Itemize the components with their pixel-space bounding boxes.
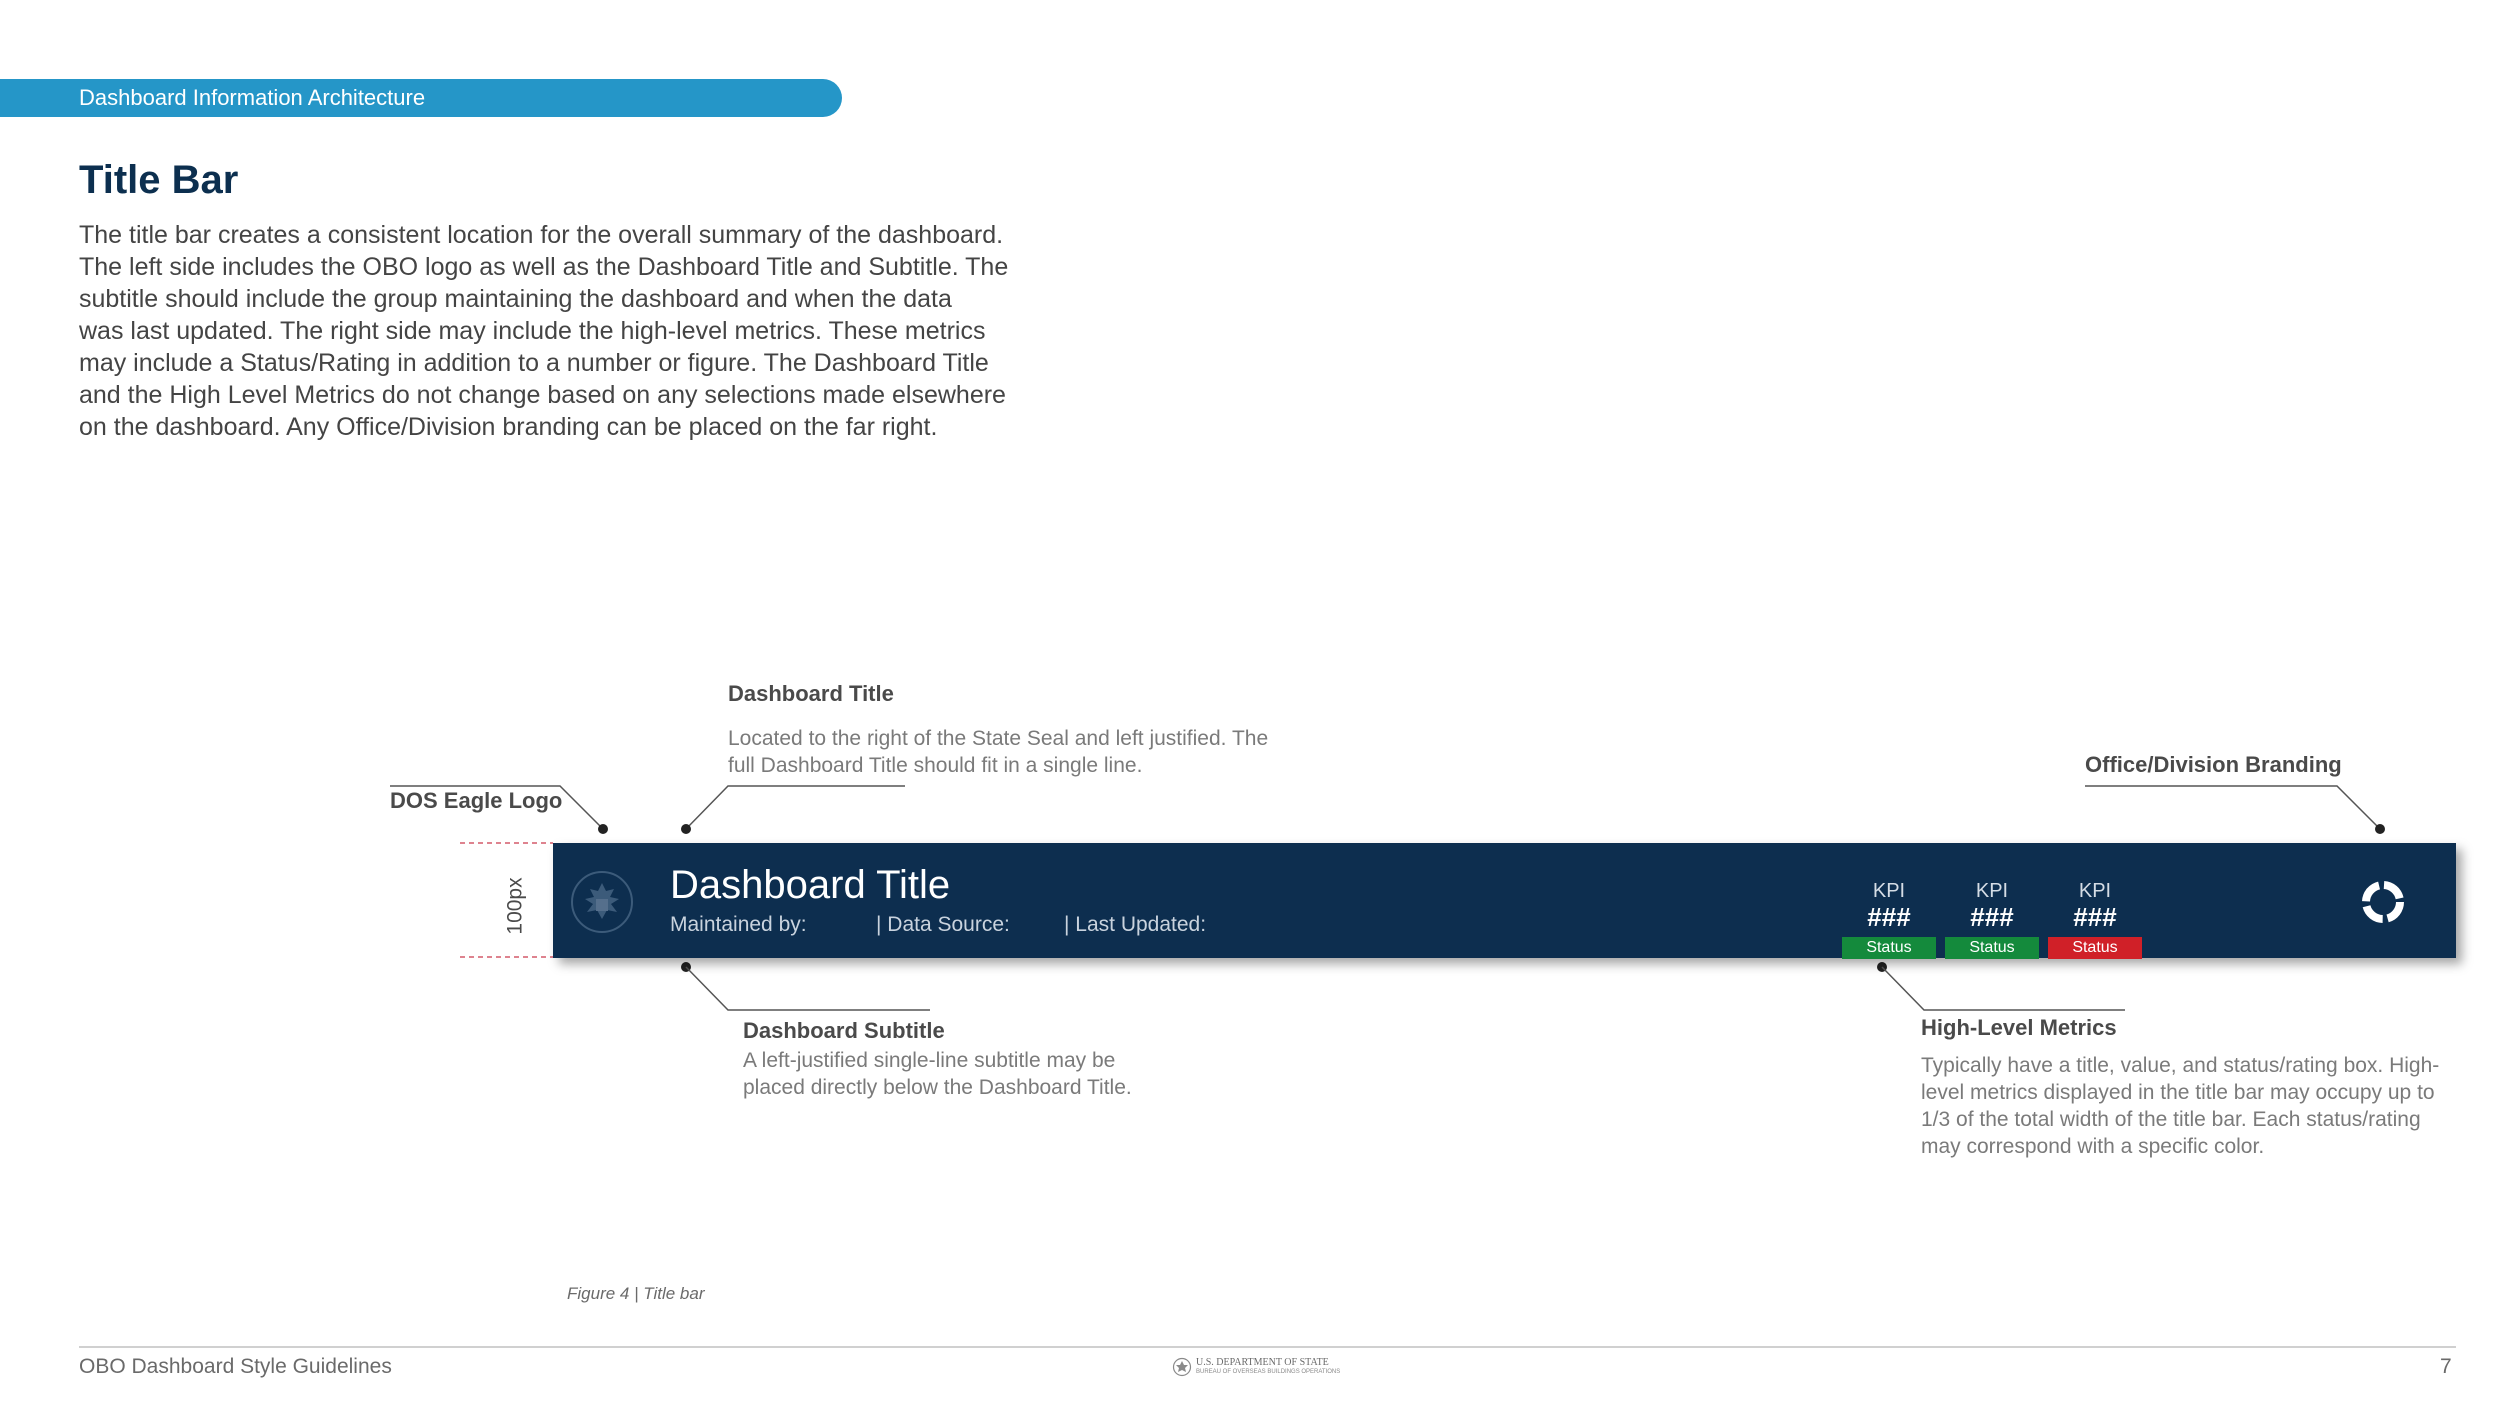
maintained-by-label: Maintained by: (670, 913, 807, 936)
title-callout-text (728, 725, 1388, 779)
metrics-callout-text (1921, 1052, 2461, 1160)
callout-line: 1/3 of the total width of the title bar. Each status/rating (1921, 1108, 2421, 1131)
department-name: U.S. DEPARTMENT OF STATE (1196, 1357, 1329, 1368)
title-bar-mockup (553, 843, 2456, 958)
title-callout-title: Dashboard Title (728, 681, 894, 706)
intro-line: on the dashboard. Any Office/Division branding can be placed on the far right. (79, 413, 938, 441)
data-source-label: | Data Source: (876, 913, 1010, 936)
footer-title: OBO Dashboard Style Guidelines (79, 1355, 392, 1378)
kpi-card (2048, 879, 2142, 959)
kpi-status-badge: Status (2048, 937, 2142, 959)
intro-line: subtitle should include the group maintaining the dashboard and when the data (79, 285, 952, 313)
kpi-label: KPI (2078, 880, 2112, 902)
kpi-card (1945, 879, 2039, 959)
page-title: Title Bar (79, 158, 239, 202)
intro-line: The title bar creates a consistent location for the overall summary of the dashboard. (79, 221, 1004, 249)
figure-caption: Figure 4 | Title bar (567, 1284, 705, 1303)
callout-line: Typically have a title, value, and status/rating box. High- (1921, 1054, 2440, 1077)
footer-divider (79, 1346, 2456, 1348)
intro-line: and the High Level Metrics do not change based on any selections made elsewhere (79, 381, 1006, 409)
section-label: Dashboard Information Architecture (0, 79, 842, 117)
office-branding-icon (2359, 878, 2407, 926)
bureau-name: BUREAU OF OVERSEAS BUILDINGS OPERATIONS (1196, 1369, 1341, 1375)
logo-callout-title: DOS Eagle Logo (390, 788, 563, 813)
kpi-status-badge: Status (1842, 937, 1936, 959)
intro-line: was last updated. The right side may include the high-level metrics. These metrics (79, 317, 986, 345)
state-seal-icon (567, 869, 637, 935)
callout-line: full Dashboard Title should fit in a single line. (728, 754, 1143, 777)
callout-line: placed directly below the Dashboard Title. (743, 1076, 1132, 1099)
kpi-value: ### (1970, 902, 2014, 932)
kpi-card (1842, 879, 1936, 959)
kpi-value: ### (2073, 902, 2117, 932)
callout-line: may correspond with a specific color. (1921, 1135, 2265, 1158)
kpi-value: ### (1867, 902, 1911, 932)
state-seal-icon (1172, 1357, 1192, 1377)
kpi-label: KPI (1872, 880, 1906, 902)
subtitle-callout-title: Dashboard Subtitle (743, 1018, 945, 1043)
intro-line: The left side includes the OBO logo as well as the Dashboard Title and Subtitle. The (79, 253, 1009, 281)
dashboard-title: Dashboard Title (670, 863, 951, 907)
kpi-label: KPI (1975, 880, 2009, 902)
branding-callout-title: Office/Division Branding (2085, 752, 2342, 777)
height-label: 100px (503, 877, 527, 935)
intro-line: may include a Status/Rating in addition to a number or figure. The Dashboard Title (79, 349, 989, 377)
last-updated-label: | Last Updated: (1064, 913, 1207, 936)
subtitle-callout-text (743, 1047, 1263, 1101)
metrics-callout-title: High-Level Metrics (1921, 1015, 2117, 1040)
kpi-status-badge: Status (1945, 937, 2039, 959)
callout-line: A left-justified single-line subtitle may be (743, 1049, 1116, 1072)
callout-line: Located to the right of the State Seal and left justified. The (728, 727, 1269, 750)
page-number: 7 (2440, 1355, 2452, 1378)
department-logo (1172, 1357, 1340, 1377)
callout-line: level metrics displayed in the title bar may occupy up to (1921, 1081, 2435, 1104)
